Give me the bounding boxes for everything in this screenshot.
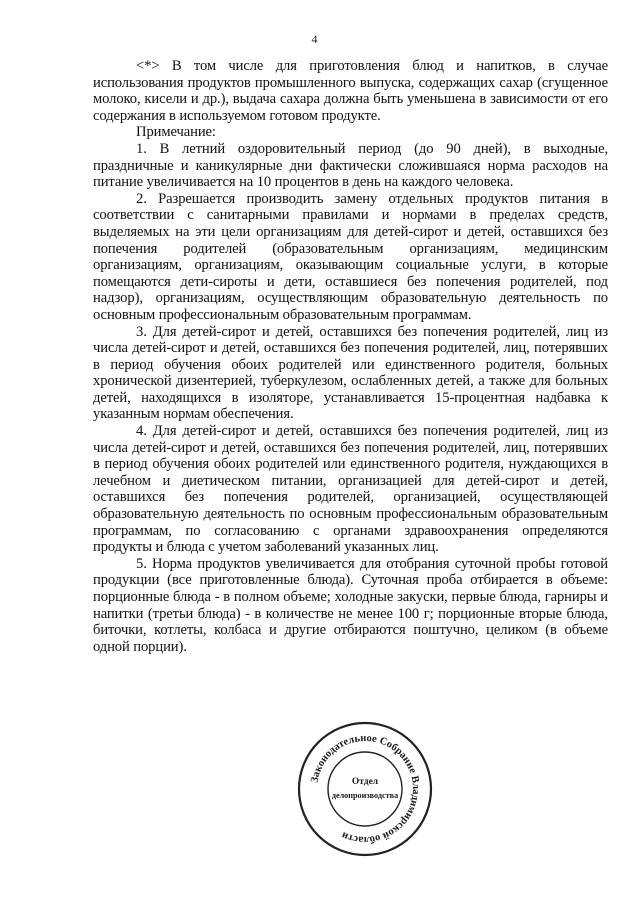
note-heading: Примечание:	[136, 124, 216, 141]
note-item-2: 2. Разрешается производить замену отдельных продуктов питания в соответствии с санитарными правилами и нормами в пределах средств, выделяемых на эти цели организациям для детей-сирот и детей, оставшихся без попечения родителей (образовательным организациям, медицинским организациям, организациям, оказывающим социальные услуги, в которые помещаются дети-сироты и дети, оставшиеся без попечения родителей, под надзор), организациям, осуществляющим образовательную деятельность по основным профессиональным образовательным программам.	[93, 190, 608, 323]
page-number: 4	[311, 32, 318, 46]
stamp-seal-graphic	[296, 720, 434, 858]
note-item-5: 5. Норма продуктов увеличивается для отобрания суточной пробы готовой продукции (все приготовленные блюда). Суточная проба отбирается в объеме: порционные блюда - в полном объеме; холодные закуски, первые блюда, гарниры и напитки (третьи блюда) - в количестве не менее 100 г; порционные вторые блюда, биточки, котлеты, колбаса и другие отбираются поштучно, целиком (в объеме одной порции).	[93, 555, 608, 655]
stamp-inner-ring	[328, 752, 402, 826]
footnote-paragraph: <*> В том числе для приготовления блюд и напитков, в случае использования продуктов промышленного выпуска, содержащих сахар (сгущенное молоко, кисели и др.), выдача сахара должна быть уменьшена в зависимости от его содержания в используемом готовом продукте.	[93, 58, 608, 124]
office-stamp	[296, 720, 434, 858]
note-item-1: 1. В летний оздоровительный период (до 90 дней), в выходные, праздничные и каникулярные дни фактически сложившаяся норма расходов на питание увеличивается на 10 процентов в день на каждого человека.	[93, 140, 608, 191]
document-body	[93, 58, 608, 655]
note-item-3: 3. Для детей-сирот и детей, оставшихся без попечения родителей, лиц из числа детей-сирот и детей, оставшихся без попечения родителей, лиц, потерявших в период обучения обоих родителей или единственного родителя, больных хронической дизентерией, туберкулезом, ослабленных детей, а также для больных детей, находящихся в изоляторе, устанавливается 15-процентная надбавка к указанным нормам обеспечения.	[93, 323, 608, 423]
stamp-center-line-1: Отдел	[351, 777, 379, 787]
note-item-4: 4. Для детей-сирот и детей, оставшихся без попечения родителей, лиц из числа детей-сирот и детей, оставшихся без попечения родителей, лиц, потерявших в период обучения обоих родителей или единственного родителя, нуждающихся в лечебном и диетическом питании, организацией для детей-сирот и детей, оставшихся без попечения родителей, организацией, осуществляющей образовательную деятельность по основным профессиональным образовательным программам, по согласованию с органами здравоохранения определяются продукты и блюда с учетом заболеваний указанных лиц.	[93, 423, 608, 556]
stamp-center-line-2: делопроизводства	[331, 791, 399, 800]
stamp-ring-text: Законодательное Собрание Владимирской области	[309, 732, 422, 846]
